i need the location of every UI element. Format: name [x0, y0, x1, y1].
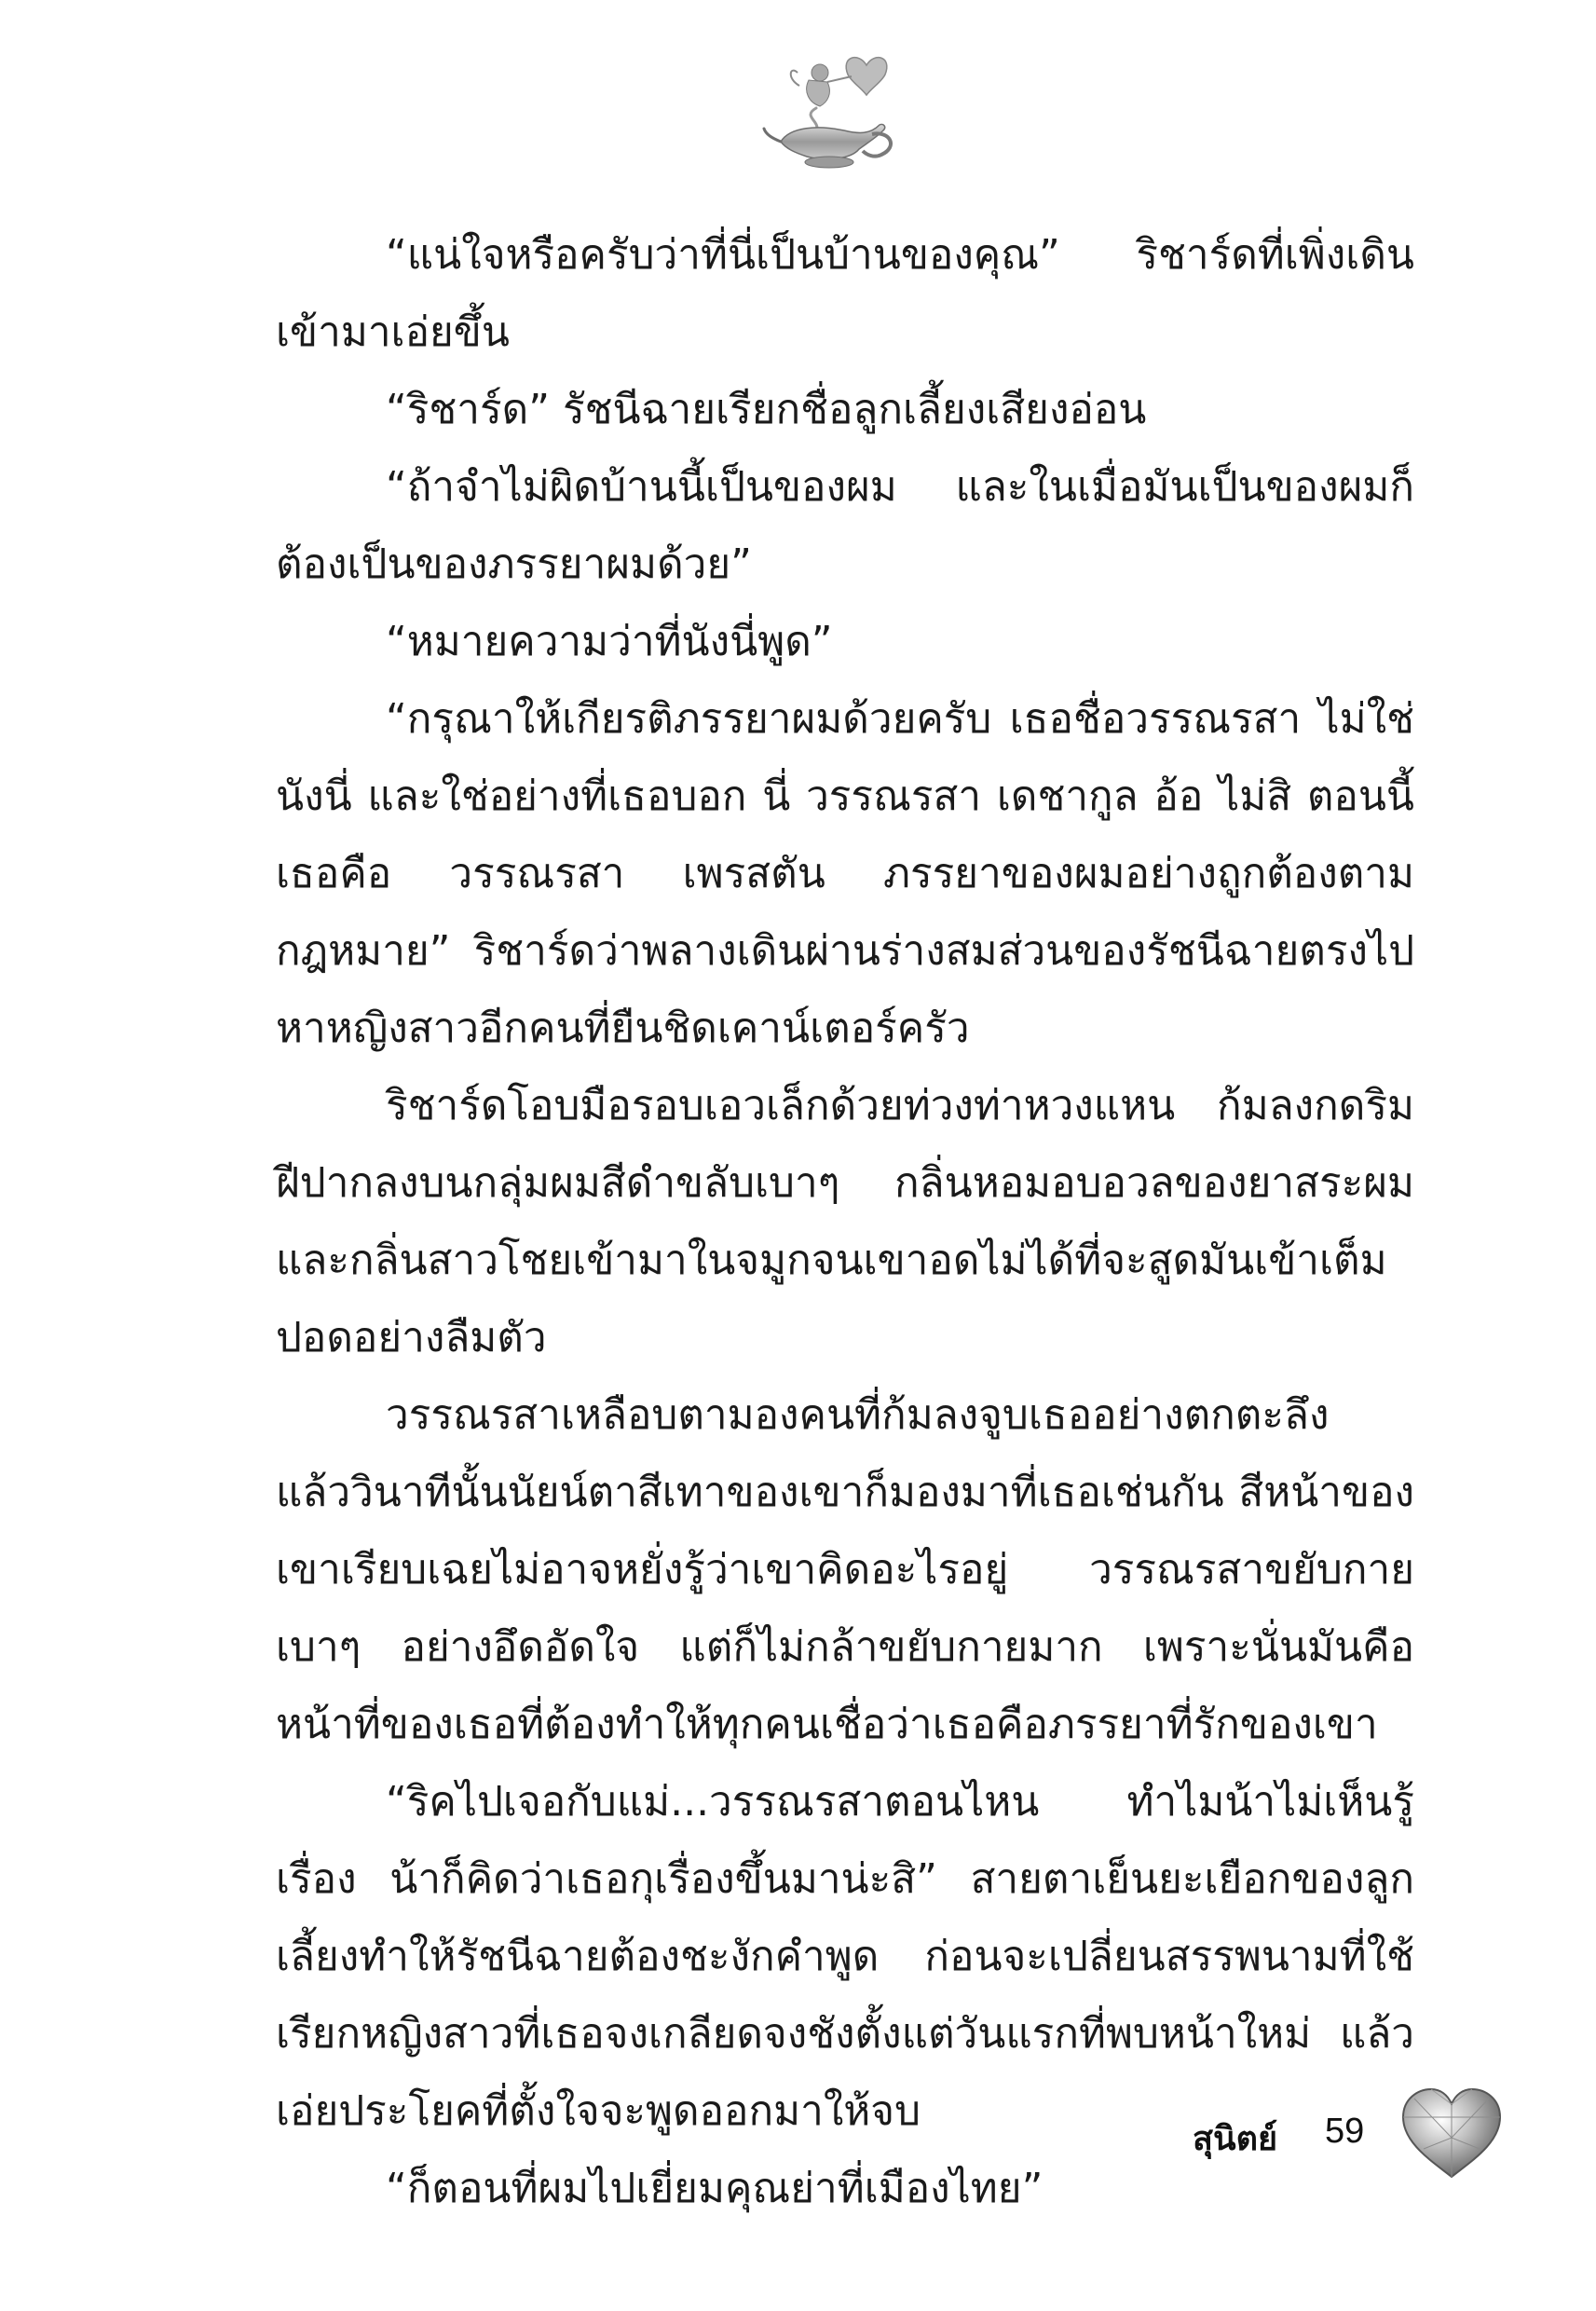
- paragraph: “ริคไปเจอกับแม่...วรรณรสาตอนไหน ทำไมน้าไม่เห็นรู้เรื่อง น้าก็คิดว่าเธอกุเรื่องขึ้นมาน่ะสิ” สายตาเย็นยะเยือกของลูกเลี้ยงทำให้รัชนีฉายต้องชะงักคำพูด ก่อนจะเปลี่ยนสรรพนามที่ใช้เรียกหญิงสาวที่เธอจงเกลียดจงชังตั้งแต่วันแรกที่พบหน้าใหม่ แล้วเอ่ยประโยคที่ตั้งใจจะพูดออกมาให้จบ: [276, 1778, 1414, 2135]
- page-footer: [1193, 2084, 1547, 2186]
- paragraph: “ถ้าจำไม่ผิดบ้านนี้เป็นของผม และในเมื่อมันเป็นของผมก็ต้องเป็นของภรรยาผมด้วย”: [276, 463, 1414, 588]
- page-number: 59: [1325, 2112, 1365, 2151]
- paragraph: “หมายความว่าที่นังนี่พูด”: [386, 618, 833, 665]
- paragraph: ริชาร์ดโอบมือรอบเอวเล็กด้วยท่วงท่าหวงแหน ก้มลงกดริมฝีปากลงบนกลุ่มผมสีดำขลับเบาๆ กลิ่นหอมอบอวลของยาสระผมและกลิ่นสาวโชยเข้ามาในจมูกจนเขาอดไม่ได้ที่จะสูดมันเข้าเต็มปอดอย่างลืมตัว: [276, 1082, 1414, 1361]
- paragraph: “ก็ตอนที่ผมไปเยี่ยมคุณย่าที่เมืองไทย”: [386, 2165, 1044, 2212]
- paragraph: “กรุณาให้เกียรติภรรยาผมด้วยครับ เธอชื่อวรรณรสา ไม่ใช่นังนี่ และใช่อย่างที่เธอบอก นี่ วรรณรสา เดชากูล อ้อ ไม่สิ ตอนนี้เธอคือ วรรณรสา เพรสตัน ภรรยาของผมอย่างถูกต้องตามกฎหมาย” ริชาร์ดว่าพลางเดินผ่านร่างสมส่วนของรัชนีฉายตรงไปหาหญิงสาวอีกคนที่ยืนชิดเคาน์เตอร์ครัว: [276, 695, 1414, 1052]
- footer-author: สุนิตย์: [1193, 2120, 1278, 2158]
- heart-gem-icon: [1396, 2084, 1507, 2186]
- paragraph: “ริชาร์ด” รัชนีฉายเรียกชื่อลูกเลี้ยงเสียงอ่อน: [386, 386, 1147, 433]
- genie-lamp-icon: [762, 45, 902, 175]
- paragraph: “แน่ใจหรือครับว่าที่นี่เป็นบ้านของคุณ” ริชาร์ดที่เพิ่งเดินเข้ามาเอ่ยขึ้น: [276, 231, 1414, 356]
- body-text: [276, 216, 1414, 2227]
- paragraph: วรรณรสาเหลือบตามองคนที่ก้มลงจูบเธออย่างตกตะลึง แล้ววินาทีนั้นนัยน์ตาสีเทาของเขาก็มองมาที่เธอเช่นกัน สีหน้าของเขาเรียบเฉยไม่อาจหยั่งรู้ว่าเขาคิดอะไรอยู่ วรรณรสาขยับกายเบาๆ อย่างอึดอัดใจ แต่ก็ไม่กล้าขยับกายมาก เพราะนั่นมันคือหน้าที่ของเธอที่ต้องทำให้ทุกคนเชื่อว่าเธอคือภรรยาที่รักของเขา: [276, 1391, 1414, 1748]
